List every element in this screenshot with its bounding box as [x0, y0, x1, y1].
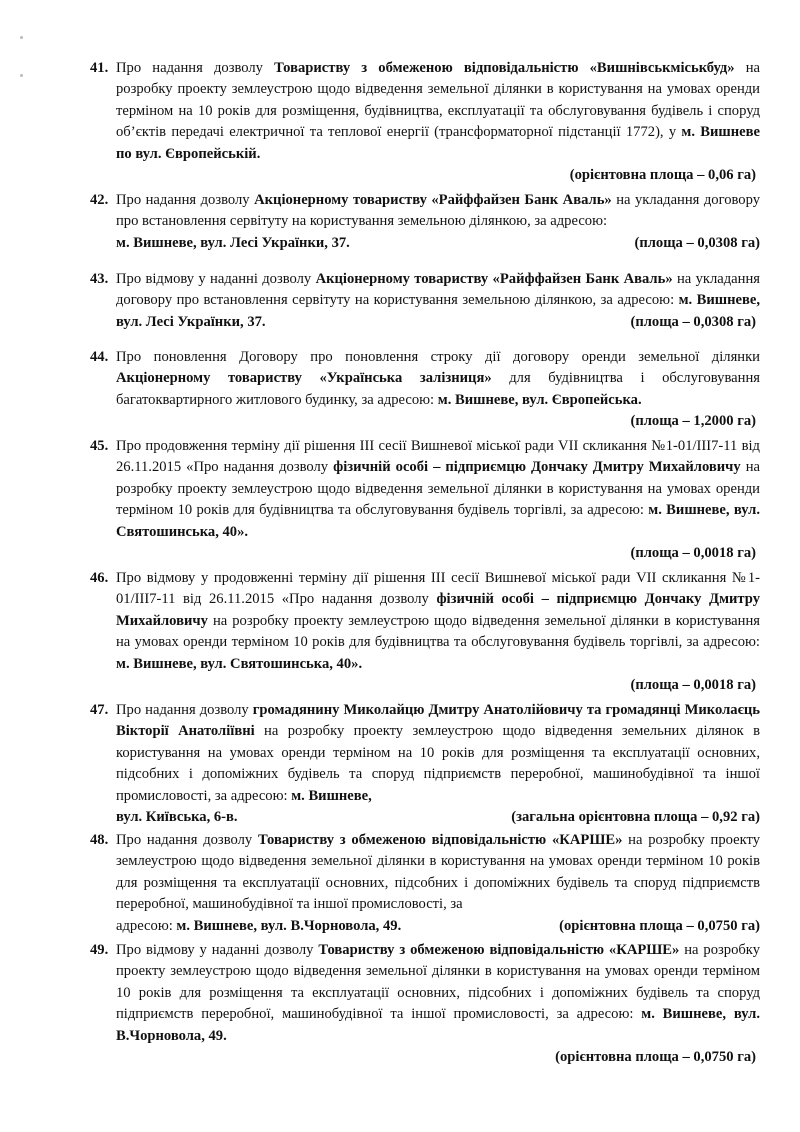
area-note: (площа – 1,2000 га): [630, 413, 756, 430]
item-text: Про відмову у наданні дозволу Акціонерному товариству «Райффайзен Банк Аваль» на укладання договору про встановлення сервітуту на користування земельною ділянкою, за адресою: м. Вишневе, вул. Лесі Українки, 37. (площа – 0,0308 га): [116, 269, 760, 333]
item-number: 47.: [90, 702, 109, 718]
item-number: 45.: [90, 438, 109, 454]
item-text: Про надання дозволу громадянину Миколайцю Дмитру Анатолійовичу та громадянці Миколаєць Вікторії Анатоліївні на розробку проекту землеустрою щодо відведення земельних ділянок в користування на умовах оренди терміном на 10 років для розміщення та експлуатації основних, підсобних і допоміжних будівель та споруд підприємств переробної, машинобудівної та іншої промисловості, за адресою: м. Вишневе, вул. Київська, 6-в. (загальна орієнтовна площа – 0,92 га): [116, 700, 760, 828]
area-note: (орієнтовна площа – 0,0750 га): [559, 917, 760, 934]
decision-item-47: [90, 700, 760, 828]
decision-item-44: [90, 347, 760, 433]
item-text: Про поновлення Договору про поновлення строку дії договору оренди земельної ділянки Акціонерному товариству «Українська залізниця» для будівництва і обслуговування багатоквартирного житлового будинку, за адресою: м. Вишневе, вул. Європейська. (площа – 1,2000 га): [116, 347, 760, 433]
decision-item-43: [90, 269, 760, 333]
area-note: (загальна орієнтовна площа – 0,92 га): [511, 809, 760, 826]
item-number: 44.: [90, 349, 109, 365]
decision-item-48: [90, 830, 760, 937]
item-number: 46.: [90, 570, 109, 586]
area-note: (орієнтовна площа – 0,0750 га): [555, 1049, 756, 1066]
address: м. Вишневе, вул. В.Чорновола, 49.: [176, 917, 402, 934]
item-text: Про продовження терміну дії рішення III сесії Вишневої міської ради VII скликання №1-01/III7-11 від 26.11.2015 «Про надання дозволу фізичній особі – підприємцю Дончаку Дмитру Михайловичу на розробку проекту землеустрою щодо відведення земельної ділянки в користування на умовах оренди терміном 10 років для будівництва та обслуговування будівель торгівлі, за адресою: м. Вишневе, вул. Святошинська, 40». (площа – 0,0018 га): [116, 436, 760, 564]
item-text: Про надання дозволу Товариству з обмеженою відповідальністю «КАРШЕ» на розробку проекту землеустрою щодо відведення земельної ділянки в користування на умовах оренди терміном 10 років для розміщення та експлуатації основних, підсобних і допоміжних будівель та споруд підприємств переробної, машинобудівної та іншої промисловості, за адресою: м. Вишневе, вул. В.Чорновола, 49. (орієнтовна площа – 0,0750 га): [116, 830, 760, 937]
area-note: (площа – 0,0308 га): [630, 313, 756, 330]
area-note: (орієнтовна площа – 0,06 га): [569, 167, 756, 184]
item-text: Про надання дозволу Акціонерному товариству «Райффайзен Банк Аваль» на укладання договору про встановлення сервітуту на користування земельною ділянкою, за адресою: м. Вишневе, вул. Лесі Українки, 37. (площа – 0,0308 га): [116, 190, 760, 254]
item-number: 42.: [90, 192, 109, 208]
item-text: Про відмову у продовженні терміну дії рішення III сесії Вишневої міської ради VII скликання №1-01/III7-11 від 26.11.2015 «Про надання дозволу фізичній особі – підприємцю Дончаку Дмитру Михайловичу на розробку проекту землеустрою щодо відведення земельної ділянки в користування на умовах оренди терміном 10 років для будівництва та обслуговування будівель торгівлі, за адресою: м. Вишневе, вул. Святошинська, 40». (площа – 0,0018 га): [116, 568, 760, 696]
decision-item-41: [90, 58, 760, 186]
item-number: 41.: [90, 60, 109, 76]
area-note: (площа – 0,0018 га): [630, 545, 756, 562]
address: вул. Київська, 6-в.: [116, 809, 238, 826]
area-note: (площа – 0,0308 га): [634, 234, 760, 251]
decision-item-49: [90, 940, 760, 1068]
item-number: 43.: [90, 271, 109, 287]
area-note: (площа – 0,0018 га): [630, 677, 756, 694]
decision-item-45: [90, 436, 760, 564]
item-number: 48.: [90, 832, 109, 848]
decision-item-42: [90, 190, 760, 254]
punch-hole-mark: [20, 36, 23, 39]
address: м. Вишневе, вул. Лесі Українки, 37.: [116, 234, 350, 251]
item-text: Про відмову у наданні дозволу Товариству з обмеженою відповідальністю «КАРШЕ» на розробку проекту землеустрою щодо відведення земельної ділянки в користування на умовах оренди терміном 10 років для розміщення та експлуатації основних, підсобних і допоміжних будівель та споруд підприємств переробної, машинобудівної та іншої промисловості, за адресою: м. Вишневе, вул. В.Чорновола, 49. (орієнтовна площа – 0,0750 га): [116, 940, 760, 1068]
item-number: 49.: [90, 942, 109, 958]
decision-item-46: [90, 568, 760, 696]
punch-hole-mark: [20, 74, 23, 77]
item-text: Про надання дозволу Товариству з обмеженою відповідальністю «Вишнівськміськбуд» на розробку проекту землеустрою щодо відведення земельної ділянки в користування на умовах оренди терміном на 10 років для розміщення, будівництва, експлуатації та обслуговування будівель і споруд об’єктів передачі електричної та теплової енергії (трансформаторної підстанції 1772), у м. Вишневе по вул. Європейській. (орієнтовна площа – 0,06 га): [116, 58, 760, 186]
